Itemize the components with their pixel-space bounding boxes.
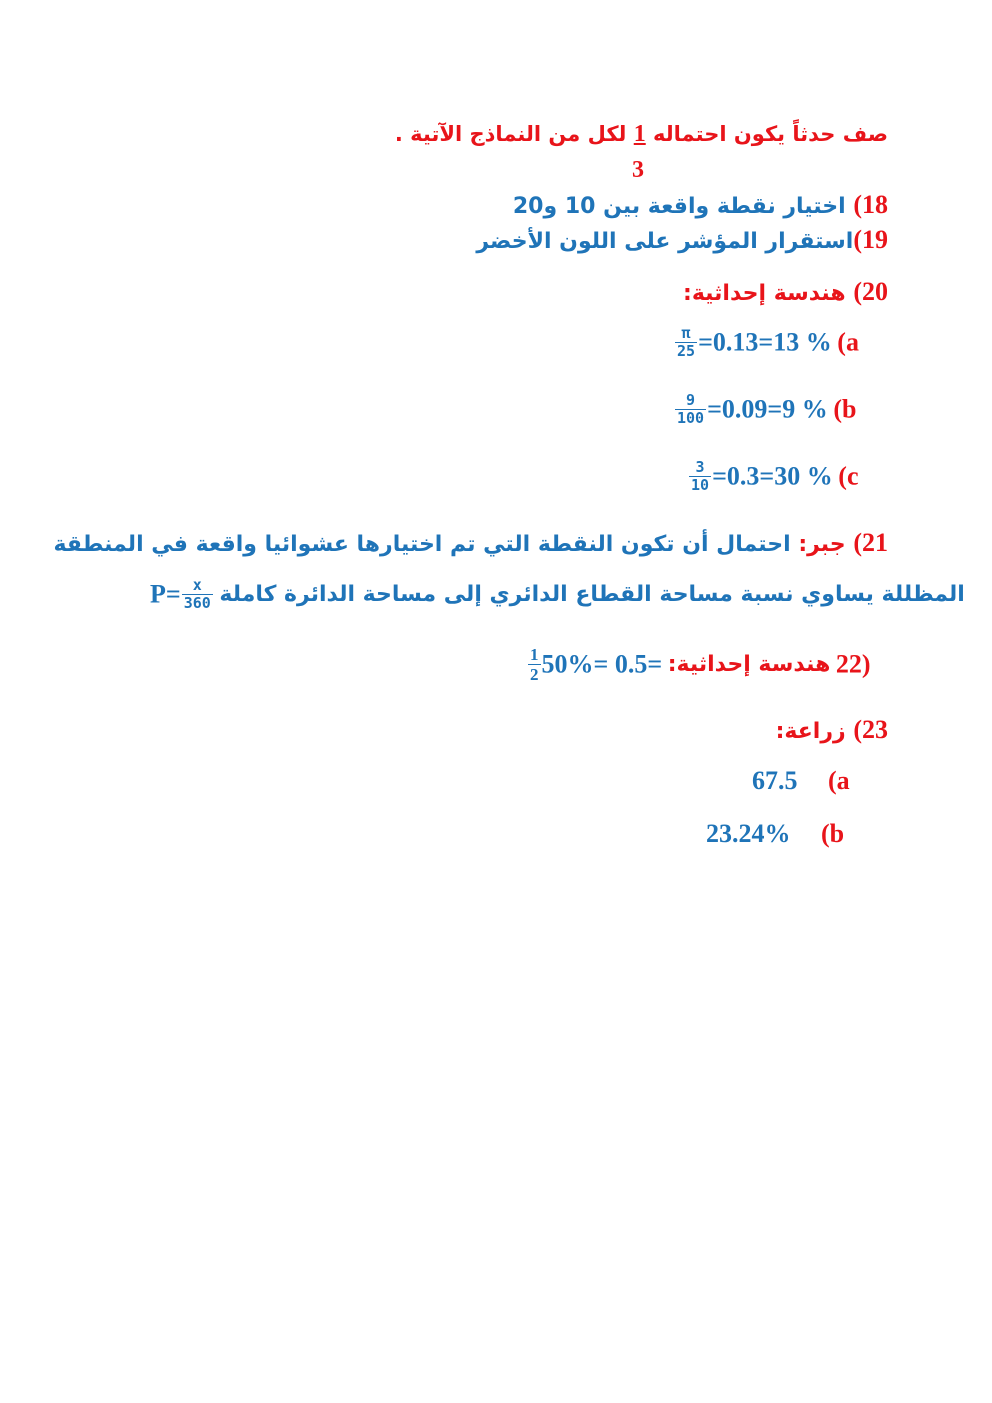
intro-line	[395, 122, 888, 146]
question-22	[527, 646, 871, 683]
item-expression: =0.09=9 %	[707, 394, 828, 424]
intro-fraction-numerator: 1	[633, 121, 646, 147]
fraction-denominator: 100	[677, 409, 705, 427]
question-21-line-1	[53, 530, 888, 556]
fraction-numerator: 9	[686, 391, 696, 409]
item-letter: (c	[838, 461, 859, 491]
formula-numerator: x	[192, 576, 202, 594]
fraction-denominator: 10	[691, 476, 710, 494]
question-21-text-line-1: احتمال أن تكون النقطة التي تم اختيارها عشوائيا واقعة في المنطقة	[53, 532, 791, 557]
fraction-numerator: 3	[695, 458, 705, 476]
intro-text-before: صف حدثاً يكون احتماله	[653, 122, 888, 146]
question-21-line-2	[150, 578, 965, 611]
question-20-number: 20)	[853, 277, 888, 306]
item-value: 23.24%	[706, 819, 791, 848]
formula-prefix: P=	[150, 579, 181, 609]
fraction	[675, 326, 697, 359]
question-20-heading	[683, 279, 888, 305]
item-letter: (b	[821, 819, 845, 848]
item-expression: =0.13=13 %	[698, 327, 832, 357]
question-19	[476, 227, 888, 253]
question-23-title: زراعة:	[775, 719, 846, 744]
question-19-text: استقرار المؤشر على اللون الأخضر	[476, 229, 854, 254]
question-23-item-a	[752, 768, 850, 794]
question-19-number: 19)	[853, 225, 888, 254]
fraction-numerator: 1	[530, 645, 539, 664]
question-18-number: 18)	[853, 190, 888, 219]
question-22-expression: 50%= 0.5=	[541, 649, 663, 679]
question-23-number: 23)	[853, 715, 888, 744]
question-21-label: جبر:	[798, 532, 846, 557]
question-18-text: اختيار نقطة واقعة بين 10 و20	[512, 194, 846, 219]
item-value: 67.5	[752, 766, 798, 795]
item-expression: =0.3=30 %	[712, 461, 833, 491]
fraction-denominator: 25	[677, 342, 696, 360]
fraction	[675, 393, 706, 426]
item-letter: (a	[837, 327, 859, 357]
fraction-numerator: π	[681, 324, 691, 342]
intro-text-after: لكل من النماذج الآتية .	[394, 122, 627, 146]
question-20-item-b	[674, 393, 856, 426]
item-letter: (b	[833, 394, 857, 424]
formula-fraction	[182, 578, 213, 611]
question-23-heading	[776, 717, 888, 743]
question-22-number: 22)	[835, 649, 871, 679]
question-20-item-a	[674, 326, 859, 359]
fraction	[689, 460, 711, 493]
question-23-item-b	[706, 821, 844, 847]
question-21-text-line-2: المظللة يساوي نسبة مساحة القطاع الدائري إلى مساحة الدائرة كاملة	[219, 581, 965, 607]
formula-denominator: 360	[183, 594, 211, 612]
fraction-denominator: 2	[530, 665, 539, 684]
question-22-title: هندسة إحداثية:	[667, 651, 831, 677]
question-21-number: 21)	[853, 528, 888, 557]
fraction	[528, 646, 541, 683]
question-20-item-c	[688, 460, 858, 493]
question-20-title: هندسة إحداثية:	[683, 281, 846, 306]
intro-fraction-denominator: 3	[632, 157, 644, 183]
item-letter: (a	[828, 766, 850, 795]
question-18	[513, 192, 888, 218]
